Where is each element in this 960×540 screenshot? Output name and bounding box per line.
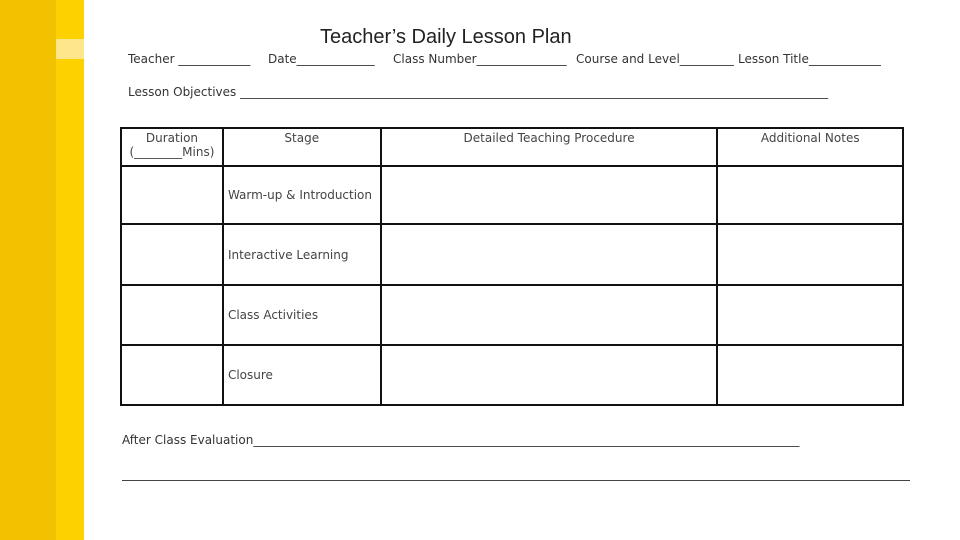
lesson-title-field: Lesson Title____________ <box>738 52 881 66</box>
notes-cell <box>717 285 903 345</box>
table-row <box>121 224 903 285</box>
left-accent-bar-light <box>56 0 84 540</box>
notes-cell <box>717 345 903 405</box>
left-accent-highlight <box>56 39 84 59</box>
evaluation-second-line <box>122 480 910 481</box>
procedure-cell <box>381 285 718 345</box>
stage-cell: Class Activities <box>223 285 381 345</box>
date-field: Date_____________ <box>268 52 375 66</box>
procedure-cell <box>381 345 718 405</box>
procedure-cell <box>381 166 718 224</box>
notes-cell <box>717 224 903 285</box>
class-number-field: Class Number_______________ <box>393 52 567 66</box>
procedure-header: Detailed Teaching Procedure <box>381 128 718 166</box>
notes-cell <box>717 166 903 224</box>
teacher-field: Teacher ____________ <box>128 52 251 66</box>
table-row <box>121 285 903 345</box>
course-level-field: Course and Level_________ <box>576 52 734 66</box>
lesson-objectives-field: Lesson Objectives __________________________________________________________________________________________________ <box>128 85 829 99</box>
duration-header-mins: (________Mins) <box>129 145 215 159</box>
lesson-plan-table <box>120 127 904 406</box>
table-row <box>121 166 903 224</box>
duration-cell <box>121 166 223 224</box>
stage-header: Stage <box>223 128 381 166</box>
duration-cell <box>121 224 223 285</box>
after-class-evaluation-field: After Class Evaluation___________________________________________________________________________________________ <box>122 433 800 447</box>
table-row <box>121 345 903 405</box>
stage-cell: Warm-up & Introduction <box>223 166 381 224</box>
procedure-cell <box>381 224 718 285</box>
page-title: Teacher’s Daily Lesson Plan <box>320 26 572 48</box>
duration-cell <box>121 345 223 405</box>
table-header-row <box>121 128 903 166</box>
stage-cell: Closure <box>223 345 381 405</box>
notes-header: Additional Notes <box>717 128 903 166</box>
left-accent-bar <box>0 0 56 540</box>
duration-header <box>121 128 223 166</box>
duration-header-label: Duration <box>145 131 199 145</box>
duration-cell <box>121 285 223 345</box>
stage-cell: Interactive Learning <box>223 224 381 285</box>
